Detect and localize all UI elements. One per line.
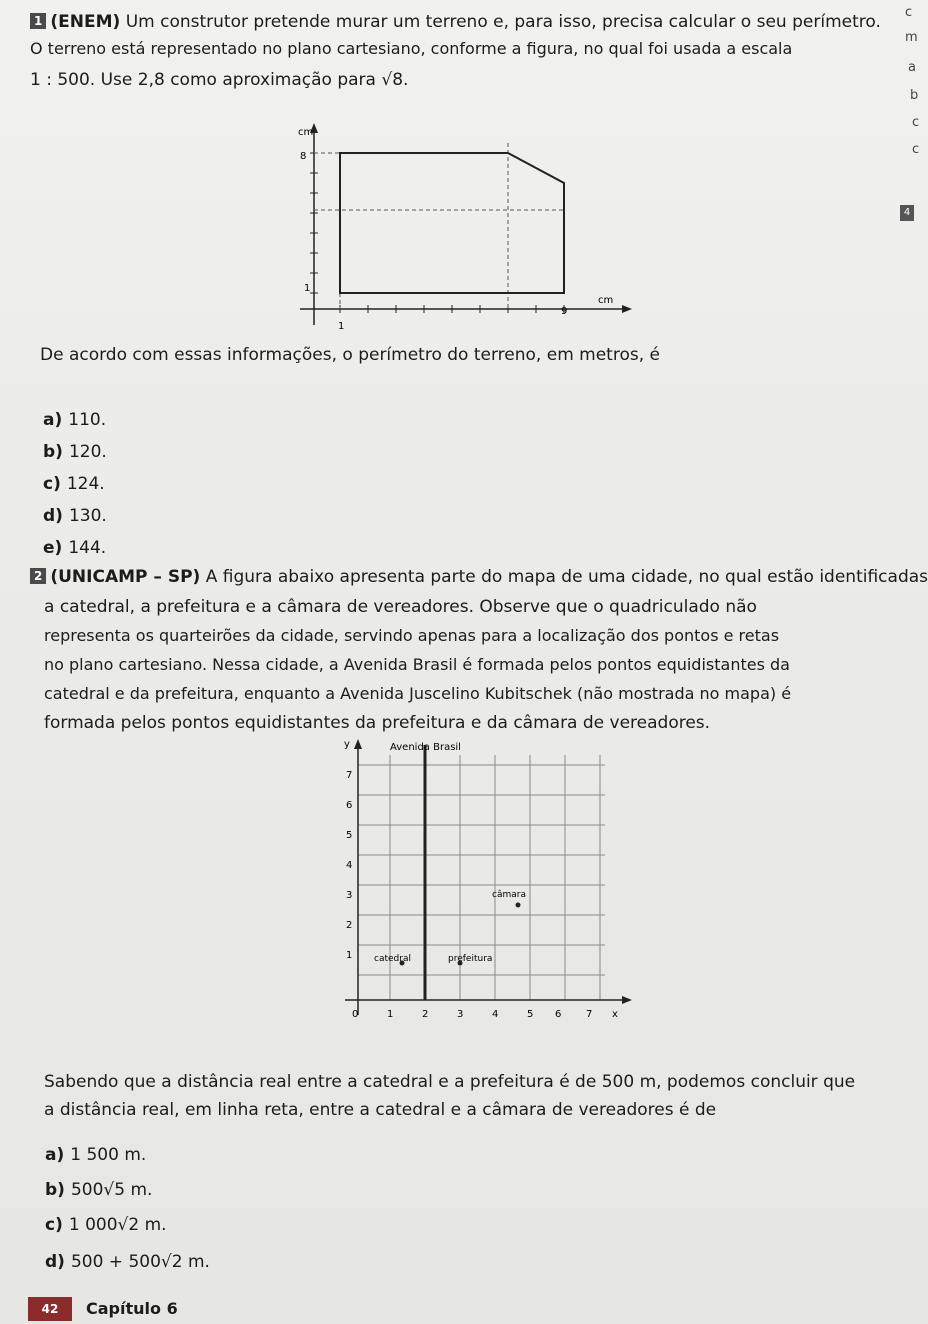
q1-terrain-polygon bbox=[340, 153, 564, 293]
q2-option-b[interactable]: b) 500√5 m. bbox=[45, 1180, 153, 1200]
q1-y-tick-top: 8 bbox=[300, 151, 307, 162]
q2-avenue-label: Avenida Brasil bbox=[390, 742, 461, 753]
page-number: 42 bbox=[28, 1297, 72, 1321]
q2-y-axis-arrow bbox=[354, 739, 362, 749]
q2-x-tick: 4 bbox=[492, 1009, 499, 1020]
q2-text-line3: representa os quarteirões da cidade, servindo apenas para a localização dos pontos e retas bbox=[44, 626, 780, 645]
side-letter: b bbox=[910, 88, 919, 103]
q2-camara-point bbox=[516, 903, 521, 908]
q2-city-map bbox=[330, 735, 640, 1035]
q2-text-line1: A figura abaixo apresenta parte do mapa de uma cidade, no qual estão identificadas bbox=[205, 567, 928, 587]
q1-text-line3: 1 : 500. Use 2,8 como aproximação para bbox=[30, 70, 376, 90]
q2-y-tick: 7 bbox=[346, 770, 353, 781]
q1-question: De acordo com essas informações, o perímetro do terreno, em metros, é bbox=[40, 345, 660, 365]
q1-terrain-figure bbox=[280, 115, 640, 340]
q1-option-b[interactable]: b) 120. bbox=[43, 442, 107, 462]
q2-statement-line1 bbox=[30, 565, 928, 589]
q1-y-tick-bottom: 1 bbox=[304, 283, 311, 294]
q2-text-line4: no plano cartesiano. Nessa cidade, a Avenida Brasil é formada pelos pontos equidistantes da bbox=[44, 655, 790, 674]
q2-number: 2 bbox=[30, 568, 46, 584]
q2-x-tick: 7 bbox=[586, 1009, 593, 1020]
q1-sqrt-value: √8. bbox=[381, 70, 409, 90]
q2-text-line6: formada pelos pontos equidistantes da prefeitura e da câmara de vereadores. bbox=[44, 713, 711, 733]
q1-y-axis-label: cm bbox=[298, 127, 314, 138]
side-letter: a bbox=[908, 60, 916, 75]
q2-x-tick: 1 bbox=[387, 1009, 394, 1020]
q2-text-line2: a catedral, a prefeitura e a câmara de vereadores. Observe que o quadriculado não bbox=[44, 597, 757, 617]
q2-text-line5: catedral e da prefeitura, enquanto a Avenida Juscelino Kubitschek (não mostrada no mapa) é bbox=[44, 684, 792, 703]
q2-y-tick: 4 bbox=[346, 860, 353, 871]
q2-y-tick: 5 bbox=[346, 830, 353, 841]
q2-camara-label: câmara bbox=[492, 890, 526, 900]
q2-x-tick: 5 bbox=[527, 1009, 534, 1020]
q1-x-tick-right: 9 bbox=[561, 306, 568, 317]
q1-text-line2: O terreno está representado no plano cartesiano, conforme a figura, no qual foi usada a escala bbox=[30, 39, 793, 58]
q1-x-axis-label: cm bbox=[598, 295, 614, 306]
q1-source: (ENEM) bbox=[50, 12, 121, 32]
q2-prefeitura-label: prefeitura bbox=[448, 954, 493, 964]
q1-statement-line1 bbox=[30, 10, 881, 34]
q1-number: 1 bbox=[30, 13, 46, 29]
q1-x-tick-left: 1 bbox=[338, 321, 345, 332]
q2-question-line1: Sabendo que a distância real entre a catedral e a prefeitura é de 500 m, podemos concluir que bbox=[44, 1072, 856, 1092]
q2-y-axis-label: y bbox=[344, 739, 350, 750]
q2-x-tick: 2 bbox=[422, 1009, 429, 1020]
side-badge: 4 bbox=[900, 205, 914, 221]
q2-y-tick: 2 bbox=[346, 920, 353, 931]
q2-x-axis-label: x bbox=[612, 1009, 618, 1020]
q2-option-d[interactable]: d) 500 + 500√2 m. bbox=[45, 1252, 210, 1272]
q1-option-e[interactable]: e) 144. bbox=[43, 538, 107, 558]
q2-x-tick: 3 bbox=[457, 1009, 464, 1020]
q1-option-c[interactable]: c) 124. bbox=[43, 474, 105, 494]
q2-source: (UNICAMP – SP) bbox=[50, 567, 201, 587]
q1-option-a[interactable]: a) 110. bbox=[43, 410, 107, 430]
q2-question-line2: a distância real, em linha reta, entre a catedral e a câmara de vereadores é de bbox=[44, 1100, 717, 1120]
side-letter: c bbox=[905, 5, 913, 20]
side-letter: c bbox=[912, 115, 920, 130]
q2-option-c[interactable]: c) 1 000√2 m. bbox=[45, 1215, 167, 1235]
q2-catedral-label: catedral bbox=[374, 954, 411, 964]
q1-option-d[interactable]: d) 130. bbox=[43, 506, 107, 526]
q2-y-tick: 6 bbox=[346, 800, 353, 811]
side-letter: m bbox=[905, 30, 918, 45]
side-letter: c bbox=[912, 142, 920, 157]
q1-text-line1: Um construtor pretende murar um terreno e, para isso, precisa calcular o seu perímetro. bbox=[125, 12, 881, 32]
chapter-title: Capítulo 6 bbox=[86, 1299, 178, 1318]
q1-x-axis-arrow bbox=[622, 305, 632, 313]
q2-x-tick: 6 bbox=[555, 1009, 562, 1020]
q2-x-axis-arrow bbox=[622, 996, 632, 1004]
q1-statement-line3 bbox=[30, 68, 408, 92]
q2-y-tick: 1 bbox=[346, 950, 353, 961]
q2-y-tick: 3 bbox=[346, 890, 353, 901]
q2-x-tick: 0 bbox=[352, 1009, 359, 1020]
q2-option-a[interactable]: a) 1 500 m. bbox=[45, 1145, 147, 1165]
